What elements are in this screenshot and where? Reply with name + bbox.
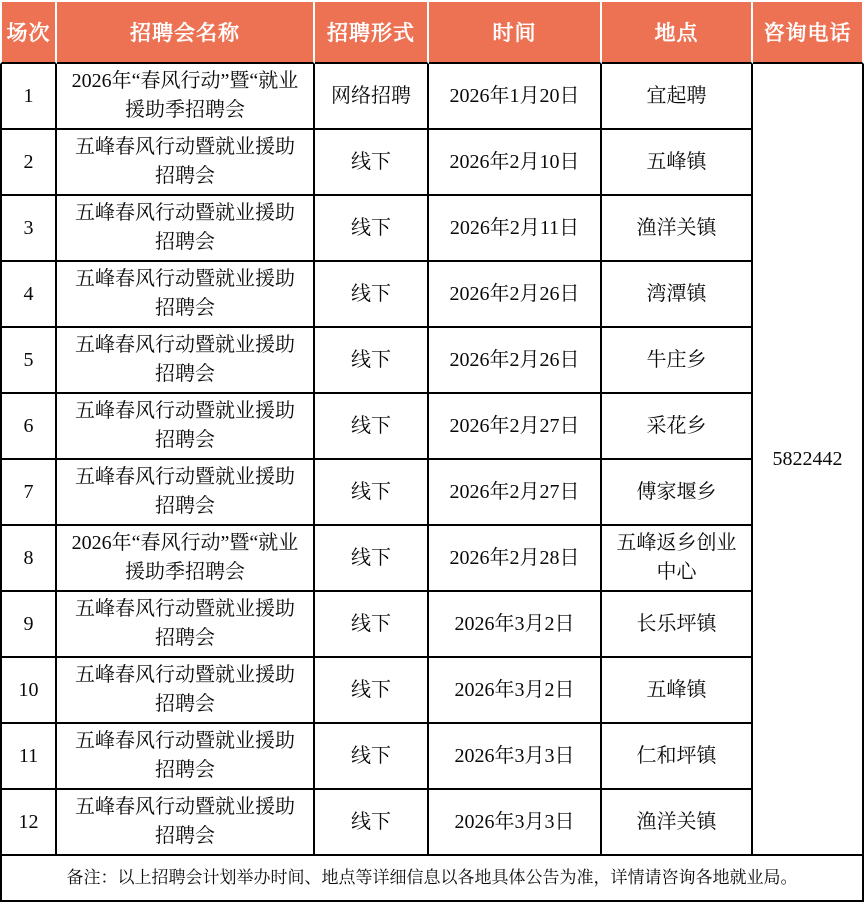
column-header-date: 时间	[429, 0, 602, 64]
fair-location: 长乐坪镇	[602, 592, 753, 658]
fair-location: 五峰返乡创业中心	[602, 526, 753, 592]
fair-location: 采花乡	[602, 394, 753, 460]
column-header-phone: 咨询电话	[753, 0, 864, 64]
fair-name: 2026年“春风行动”暨“就业援助季招聘会	[57, 526, 315, 592]
session-number: 9	[0, 592, 57, 658]
fair-date: 2026年2月27日	[429, 460, 602, 526]
session-number: 7	[0, 460, 57, 526]
fair-form: 线下	[315, 526, 429, 592]
session-number: 2	[0, 130, 57, 196]
note-row	[0, 856, 864, 902]
fair-form: 线下	[315, 592, 429, 658]
fair-form: 线下	[315, 130, 429, 196]
fair-name: 五峰春风行动暨就业援助招聘会	[57, 262, 315, 328]
fair-date: 2026年2月11日	[429, 196, 602, 262]
fair-date: 2026年1月20日	[429, 64, 602, 130]
fair-form: 线下	[315, 328, 429, 394]
column-header-location: 地点	[602, 0, 753, 64]
table-row	[0, 394, 864, 460]
column-header-session: 场次	[0, 0, 57, 64]
fair-name: 五峰春风行动暨就业援助招聘会	[57, 592, 315, 658]
fair-date: 2026年3月3日	[429, 790, 602, 856]
table-row	[0, 196, 864, 262]
fair-form: 线下	[315, 394, 429, 460]
session-number: 12	[0, 790, 57, 856]
fair-name: 五峰春风行动暨就业援助招聘会	[57, 196, 315, 262]
fair-name: 五峰春风行动暨就业援助招聘会	[57, 658, 315, 724]
session-number: 6	[0, 394, 57, 460]
fair-name: 五峰春风行动暨就业援助招聘会	[57, 460, 315, 526]
fair-form: 线下	[315, 196, 429, 262]
phone-number-cell: 5822442	[753, 64, 864, 856]
session-number: 11	[0, 724, 57, 790]
fair-name: 五峰春风行动暨就业援助招聘会	[57, 790, 315, 856]
fair-name: 五峰春风行动暨就业援助招聘会	[57, 328, 315, 394]
fair-location: 五峰镇	[602, 658, 753, 724]
table-row	[0, 262, 864, 328]
column-header-name: 招聘会名称	[57, 0, 315, 64]
fair-form: 线下	[315, 658, 429, 724]
fair-name: 五峰春风行动暨就业援助招聘会	[57, 724, 315, 790]
table-row	[0, 526, 864, 592]
fair-date: 2026年2月27日	[429, 394, 602, 460]
fair-location: 渔洋关镇	[602, 196, 753, 262]
fair-form: 线下	[315, 790, 429, 856]
table-row	[0, 658, 864, 724]
session-number: 10	[0, 658, 57, 724]
fair-date: 2026年2月26日	[429, 328, 602, 394]
session-number: 3	[0, 196, 57, 262]
session-number: 4	[0, 262, 57, 328]
fair-date: 2026年3月2日	[429, 592, 602, 658]
fair-location: 傅家堰乡	[602, 460, 753, 526]
table-row	[0, 592, 864, 658]
fair-location: 渔洋关镇	[602, 790, 753, 856]
session-number: 5	[0, 328, 57, 394]
fair-date: 2026年3月3日	[429, 724, 602, 790]
table-row	[0, 460, 864, 526]
fair-name: 五峰春风行动暨就业援助招聘会	[57, 394, 315, 460]
table-row	[0, 130, 864, 196]
fair-location: 宜起聘	[602, 64, 753, 130]
fair-form: 线下	[315, 724, 429, 790]
fair-form: 线下	[315, 460, 429, 526]
fair-date: 2026年3月2日	[429, 658, 602, 724]
fair-location: 湾潭镇	[602, 262, 753, 328]
fair-name: 五峰春风行动暨就业援助招聘会	[57, 130, 315, 196]
fair-name: 2026年“春风行动”暨“就业援助季招聘会	[57, 64, 315, 130]
table-row	[0, 64, 864, 130]
fair-location: 仁和坪镇	[602, 724, 753, 790]
fair-location: 牛庄乡	[602, 328, 753, 394]
note-text: 备注：以上招聘会计划举办时间、地点等详细信息以各地具体公告为准，详情请咨询各地就业局。	[0, 856, 864, 902]
table-row	[0, 790, 864, 856]
column-header-form: 招聘形式	[315, 0, 429, 64]
session-number: 8	[0, 526, 57, 592]
table-row	[0, 328, 864, 394]
fair-date: 2026年2月10日	[429, 130, 602, 196]
fair-form: 线下	[315, 262, 429, 328]
fair-date: 2026年2月26日	[429, 262, 602, 328]
session-number: 1	[0, 64, 57, 130]
fair-date: 2026年2月28日	[429, 526, 602, 592]
header-row	[0, 0, 864, 64]
table-row	[0, 724, 864, 790]
fair-location: 五峰镇	[602, 130, 753, 196]
fair-form: 网络招聘	[315, 64, 429, 130]
